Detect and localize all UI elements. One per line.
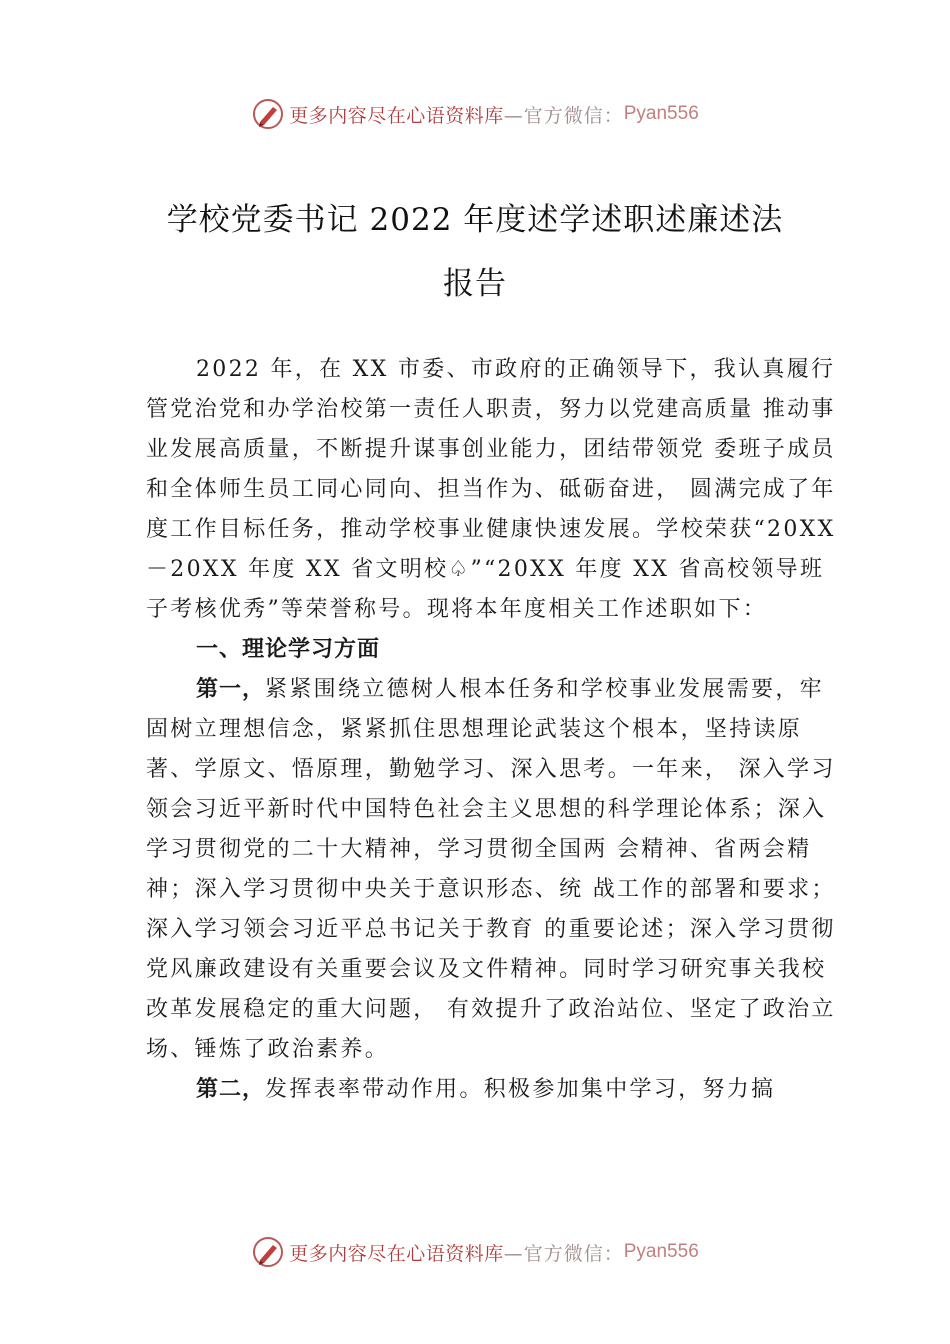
pen-logo-icon — [251, 1235, 285, 1269]
footer-banner — [0, 1232, 950, 1272]
pen-logo-icon — [251, 97, 285, 131]
banner-title: 更多内容尽在心语资料库 — [289, 104, 504, 127]
document-body — [146, 350, 846, 1110]
paragraph-1 — [146, 670, 846, 1070]
banner-title: 更多内容尽在心语资料库 — [289, 1242, 504, 1265]
paragraph-2-lead: 第二， — [196, 1077, 266, 1102]
paragraph-1-text: 紧紧围绕立德树人根本任务和学校事业发展需要，牢固树立理想信念，紧紧抓住思想理论武装这个根本，坚持读原著、学原文、悟原理，勤勉学习、深入思考。一年来， 深入学习领会习近平新时代中国特色社会主义思想的科学理论体系；深入学习贯彻党的二十大精神，学习贯彻全国两 会精神、省两会精神；深入学习贯彻中央关于意识形态、统 战工作的部署和要求；深入学习领会习近平总书记关于教育 的重要论述；深入学习贯彻党风廉政建设有关重要会议及文件精神。同时学习研究事关我校改革发展稳定的重大问题， 有效提升了政治站位、坚定了政治立场、锤炼了政治素养。 — [146, 677, 836, 1062]
banner-label: —官方微信： — [503, 1242, 624, 1265]
intro-paragraph: 2022 年，在 XX 市委、市政府的正确领导下，我认真履行管党治党和办学治校第一责任人职责，努力以党建高质量 推动事业发展高质量，不断提升谋事创业能力，团结带领党 委班子成员和全体师生员工同心同向、担当作为、砥砺奋进， 圆满完成了年度工作目标任务，推动学校事业健康快速发展。学校荣获“20XX－20XX 年度 XX 省文明校♤”“20XX 年度 XX 省高校领导班子考核优秀”等荣誉称号。现将本年度相关工作述职如下： — [146, 357, 836, 622]
section-heading: 一、理论学习方面 — [196, 637, 381, 662]
header-banner — [0, 94, 950, 134]
document-title-line1: 学校党委书记 2022 年度述学述职述廉述法 — [166, 202, 784, 238]
banner-label: —官方微信： — [503, 104, 624, 127]
banner-account: Pyan556 — [623, 103, 699, 124]
document-title-line2: 报告 — [443, 266, 507, 302]
banner-account: Pyan556 — [623, 1241, 699, 1262]
paragraph-1-lead: 第一， — [196, 677, 266, 702]
paragraph-2 — [146, 1070, 846, 1110]
paragraph-2-text: 发挥表率带动作用。积极参加集中学习，努力搞 — [265, 1077, 776, 1102]
